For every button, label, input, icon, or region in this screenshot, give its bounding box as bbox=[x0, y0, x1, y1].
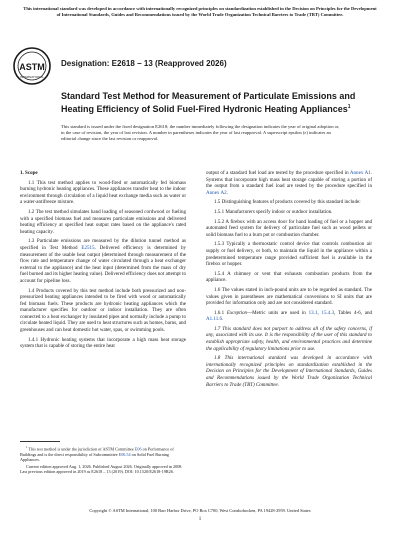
section-15-4-3-link[interactable]: 15.4.3 bbox=[321, 309, 335, 316]
paragraph-1-3 bbox=[20, 238, 186, 284]
p1-6-1-num: 1.6.1 bbox=[214, 309, 227, 316]
paragraph-1-4-1: 1.4.1 Hydronic heating systems that incorporate a high mass heat storage system that is capable of storing the entire heat bbox=[20, 336, 186, 350]
paragraph-1-8: 1.8 This international standard was developed in accordance with internationally recognized principles on standardization established in the Decision on Principles for the Development of International Standards, Guides and Recommendations issued by the World Trade Organization Technical Barriers to Trade (TBT) Committee. bbox=[206, 355, 372, 388]
paragraph-1-5-4: 1.5.4 A chimney or vent that exhausts combustion products from the appliance. bbox=[206, 270, 372, 284]
footnotes bbox=[20, 441, 186, 475]
annex-a2-link[interactable]: Annex A2 bbox=[206, 189, 227, 196]
cont-text-b: . Systems that incorporate high mass heat storage capable of storing a portion of the output from a standard fuel load are tested by the procedure specified in bbox=[206, 170, 373, 190]
cont-text-a: output of a standard fuel load are tested by the procedure specified in bbox=[206, 170, 350, 176]
paragraph-1-5-2: 1.5.2 A firebox with an access door for hand loading of fuel or a hopper and automated feed system for delivery of particulate fuel such as wood pellets or solid biomass fuel to a burn pot or combustion chamber. bbox=[206, 218, 372, 238]
fn1-text-a: This test method is under the jurisdiction of ASTM Committee bbox=[28, 446, 135, 452]
annex-a1-link[interactable]: Annex A1 bbox=[349, 170, 371, 176]
fn1-text-c: on Solid Fuel Burning Appliances. bbox=[20, 451, 170, 463]
title-text: Standard Test Method for Measurement of Particulate Emissions and Heating Efficiency of Solid Fuel-Fired Hydronic Heating Appliances bbox=[61, 91, 356, 114]
svg-text:ASTM: ASTM bbox=[19, 62, 45, 72]
standard-note: This standard is issued under the fixed designation E2618; the number immediately following the designation indicates the year of original adoption or, in the case of revision, the year of last revision. A number in parentheses indicates the year of last reapproval. A superscript epsilon (ε) indicates an editorial change since the last revision or reapproval. bbox=[61, 124, 340, 141]
paragraph-1-5-3: 1.5.3 Typically a thermostatic control device that controls combustion air supply or fuel delivery, or both, to maintain the liquid in the appliance within a predetermined temperature range provided sufficient fuel is available in the firebox or hopper. bbox=[206, 241, 372, 268]
exception-label: Exception bbox=[226, 309, 248, 316]
svg-text:INTERNATIONAL: INTERNATIONAL bbox=[20, 75, 44, 79]
cont-text-c: . bbox=[226, 189, 228, 196]
e2515-link[interactable]: E2515 bbox=[81, 244, 95, 251]
paragraph-1-5: 1.5 Distinguishing features of products covered by this standard include: bbox=[214, 199, 361, 206]
footnote-edition: Current edition approved Aug. 1, 2026. Published August 2026. Originally approved in 2008. Last previous edition approved in 2019 as E2618 – 13 (2019). DOI: 10.1520/E2618-19R26. bbox=[20, 463, 183, 475]
p1-3-text-a: 1.3 Particulate emissions are measured by the dilution tunnel method as specified in Test Method bbox=[20, 238, 186, 251]
footnote-1: $^1$ This test method is under the jurisdiction of ASTM Committee E06 on Performance of Buildings and is the direct responsibility of Subcommittee E06.54 on Solid Fuel Burning Appliances. bbox=[20, 445, 174, 463]
annex-a1-11-6-link[interactable]: A1.11.6 bbox=[206, 316, 223, 323]
copyright-line: Copyright © ASTM International, 100 Barr Harbor Drive, PO Box C700, West Conshohocken, PA 19428-2959. United States bbox=[89, 508, 311, 513]
fn1-text-b: on Performance of Buildings and is the direct responsibility of Subcommittee bbox=[20, 446, 174, 457]
wto-notice: This international standard was developed in accordance with internationally recognized principles on standardization established in the Decision on Principles for the Development of International Standards, Guides and Recommendations issued by the World Trade Organization Technical Barriers to Trade (TBT) Committee. bbox=[23, 6, 377, 17]
paragraph-1-6: 1.6 The values stated in inch-pound units are to be regarded as standard. The values given in parentheses are mathematical conversions to SI units that are provided for information only and are not considered standard. bbox=[206, 286, 372, 307]
p1-6-1-text-b: —Metric units are used in bbox=[247, 309, 309, 316]
right-column bbox=[206, 170, 372, 391]
paragraph-1-4: 1.4 Products covered by this test method include both pressurized and non-pressurized heating appliances intended to be fired with wood or automatically fed biomass fuels. These products are hydronic heating appliances which the manufacturer specifies for outdoor or indoor installation. They are often connected to a heat exchanger by insulated pipes and normally include a pump to circulate heated liquid. They are used to heat structures such as homes, barns, and greenhouses and can heat domestic hot water, spas, or swimming pools. bbox=[20, 287, 186, 334]
paragraph-1-7: 1.7 This standard does not purport to address all of the safety concerns, if any, associated with its use. It is the responsibility of the user of this standard to establish appropriate safety, health, and environmental practices and determine the applicability of regulatory limitations prior to use. bbox=[206, 325, 372, 352]
footnote-divider bbox=[20, 441, 60, 442]
paragraph-1-2: 1.2 The test method simulates hand loading of seasoned cordwood or fueling with a specified biomass fuel and measures particulate emissions and delivered heating efficiency at specified heat output rates based on the appliance's rated heating capacity. bbox=[20, 208, 186, 235]
paragraph-1-6-1: 1.6.1 Exception—Metric units are used in 13.1, 15.4.3, Tables 4-6, and A1.11.6. bbox=[206, 309, 372, 323]
title-footnote-marker: 1 bbox=[347, 104, 351, 110]
astm-logo-icon bbox=[12, 44, 52, 88]
p1-3-text-b: . Delivered efficiency is determined by measurement of the usable heat output (determined through measurement of the flow rate and temperature change of water circulated through a heat exchanger external to the appliance) and the heat input (determined from the mass of dry fuel burned and its higher heating value). Delivered efficiency does not attempt to account for pipeline loss. bbox=[20, 244, 186, 284]
left-column bbox=[20, 170, 186, 353]
e06-54-link[interactable]: E06.54 bbox=[118, 451, 131, 457]
paragraph-continued bbox=[206, 170, 372, 196]
scope-heading: 1. Scope bbox=[20, 170, 38, 176]
section-13-1-link[interactable]: 13.1 bbox=[308, 309, 318, 316]
paragraph-1-5-1: 1.5.1 Manufacturers specify indoor or outdoor installation. bbox=[214, 208, 333, 215]
paragraph-1-1: 1.1 This test method applies to wood-fired or automatically fed biomass burning hydronic heating appliances. These appliances transfer heat to the indoor environment through circulation of a liquid heat exchange media such as water or a water-antifreeze mixture. bbox=[20, 179, 186, 206]
page-number: 1 bbox=[198, 517, 202, 522]
designation: Designation: E2618 − 13 (Reapproved 2026) bbox=[61, 59, 227, 68]
p1-6-1-text-c: Tables 4-6, and bbox=[338, 309, 372, 316]
document-title bbox=[61, 91, 361, 115]
e06-link[interactable]: E06 bbox=[134, 446, 142, 452]
